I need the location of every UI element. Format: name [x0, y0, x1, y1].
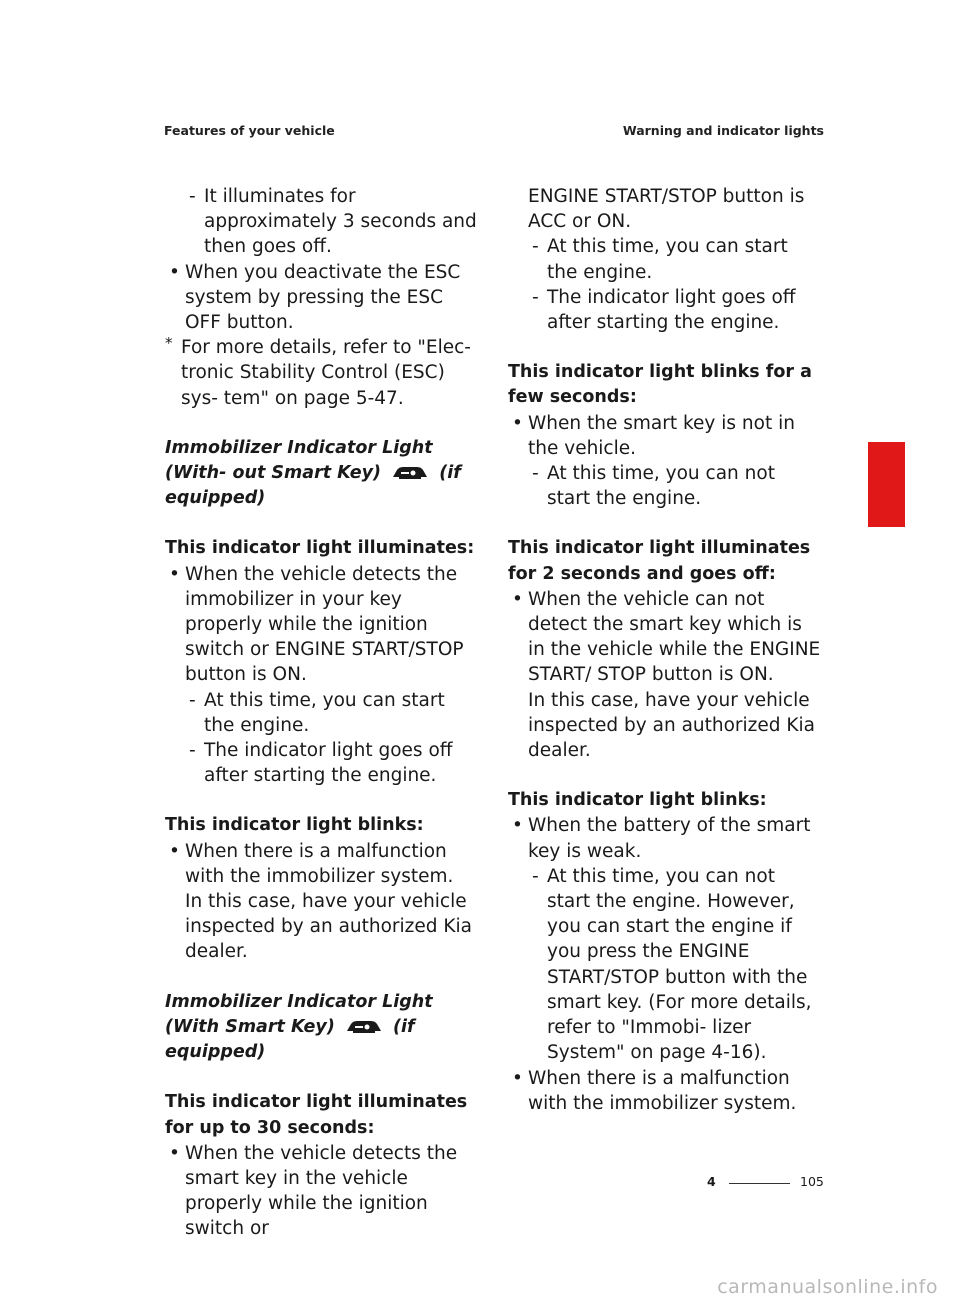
dash-item: - At this time, you can not start the engine.: [508, 461, 822, 511]
bullet-item: • When the battery of the smart key is weak.: [508, 813, 822, 863]
watermark: carmanualsonline.info: [717, 1276, 938, 1298]
bullet-continuation: ENGINE START/STOP button is ACC or ON.: [528, 186, 805, 233]
dash-item: - It illuminates for approximately 3 seconds and then goes off.: [165, 184, 479, 260]
header-section-title: Features of your vehicle: [164, 123, 335, 138]
section-title-with-smart-key: [165, 990, 479, 1066]
bullet-item: • When the vehicle can not detect the smart key which is in the vehicle while the ENGINE START/ STOP button is ON.: [508, 587, 822, 688]
bullet-item: • When the vehicle detects the immobilizer in your key properly while the ignition switch or ENGINE START/STOP button is ON.: [165, 562, 479, 688]
right-column: [508, 184, 822, 1116]
title-suffix: (if equipped): [165, 1016, 415, 1063]
car-key-icon: [391, 464, 429, 481]
bullet-continuation: In this case, have your vehicle inspected by an authorized Kia dealer.: [185, 891, 473, 963]
dash-item: - At this time, you can start the engine.: [508, 234, 822, 284]
bullet-item: • When you deactivate the ESC system by pressing the ESC OFF button.: [165, 260, 479, 336]
footnote-text: For more details, refer to "Elec- tronic Stability Control (ESC) sys- tem" on page 5-47.: [181, 337, 471, 409]
dash-item: - At this time, you can not start the engine. However, you can start the engine if you press the ENGINE START/STOP button with the smart key. (For more details, refer to "Immobi- lizer System" on page 4-16).: [508, 864, 822, 1066]
footnote-mark: *: [165, 334, 173, 353]
left-column: [165, 184, 479, 1242]
page-number: 105: [800, 1174, 824, 1189]
car-key-icon: [345, 1018, 383, 1035]
subheading: This indicator light blinks for a few seconds:: [508, 362, 812, 408]
dash-item: - The indicator light goes off after starting the engine.: [165, 738, 479, 788]
bullet-continuation: In this case, have your vehicle inspected by an authorized Kia dealer.: [528, 689, 816, 762]
bullet-item: • When there is a malfunction with the immobilizer system.: [508, 1066, 822, 1116]
bullet-item: • When the smart key is not in the vehicle.: [508, 411, 822, 461]
subheading: This indicator light illuminates for up to 30 seconds:: [165, 1092, 468, 1138]
footnote: [165, 335, 479, 411]
dash-item: - At this time, you can start the engine.: [165, 688, 479, 738]
bullet-item: • When the vehicle detects the smart key in the vehicle properly while the ignition switch or: [165, 1141, 479, 1242]
header-topic-title: Warning and indicator lights: [622, 123, 824, 138]
bullet-item: • When there is a malfunction with the immobilizer system.: [165, 839, 479, 889]
chapter-tab-number: 4: [878, 505, 890, 525]
footer-chapter-number: 4: [707, 1174, 716, 1189]
title-text: Immobilizer Indicator Light (With- out Smart Key): [165, 437, 433, 484]
title-text: Immobilizer Indicator Light (With Smart Key): [165, 991, 433, 1037]
subheading: This indicator light illuminates for 2 seconds and goes off:: [508, 538, 811, 584]
subheading: This indicator light illuminates:: [165, 538, 475, 559]
dash-item: - The indicator light goes off after starting the engine.: [508, 285, 822, 335]
footer-divider: [729, 1183, 790, 1184]
title-suffix: (if equipped): [165, 463, 461, 509]
subheading: This indicator light blinks:: [165, 815, 424, 836]
section-title-without-smart-key: [165, 436, 479, 512]
subheading: This indicator light blinks:: [508, 790, 767, 811]
